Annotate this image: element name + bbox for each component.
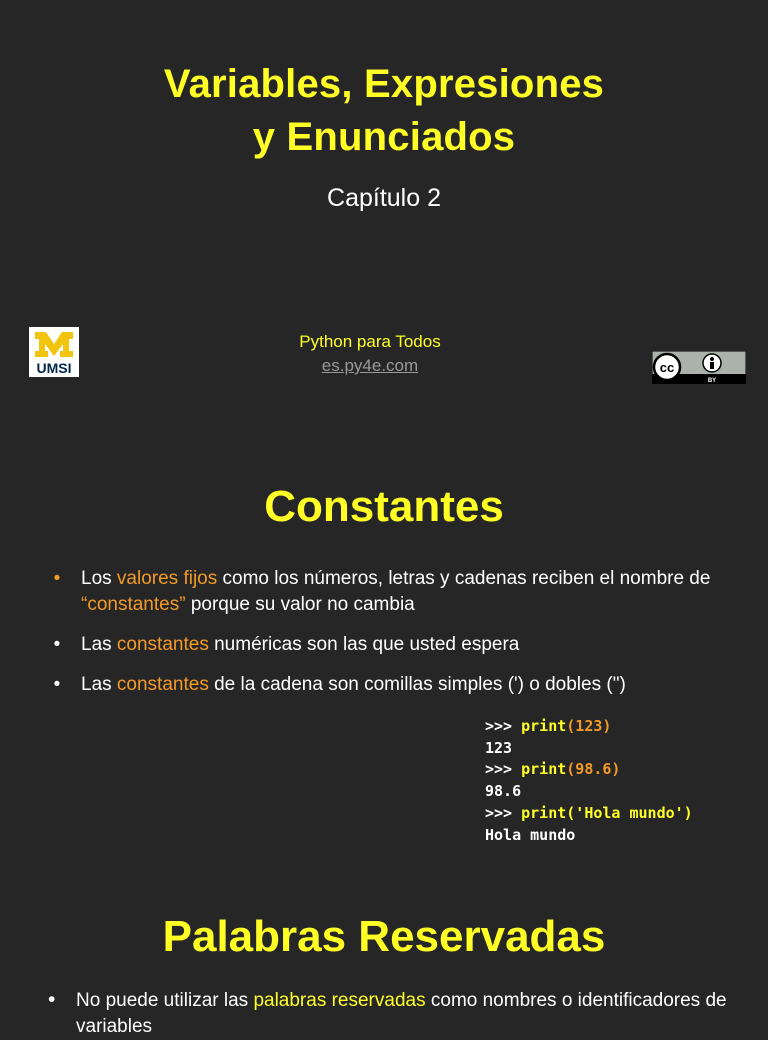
bullet-text: numéricas son las que usted espera	[208, 634, 520, 655]
bullet-dot-icon: •	[53, 568, 61, 589]
bullet-list	[48, 988, 738, 1040]
code-line: >>> print('Hola mundo')	[485, 803, 693, 822]
title-slide	[0, 0, 768, 430]
slide-title	[0, 58, 768, 164]
reserved-words-slide	[0, 860, 768, 1037]
bullet-text: Las	[81, 634, 117, 655]
highlight-text: constantes	[116, 634, 209, 655]
bullet-text: Los	[81, 568, 117, 589]
code-example	[485, 716, 693, 846]
slide-heading: Palabras Reservadas	[162, 912, 606, 961]
book-title: Python para Todos	[299, 332, 441, 351]
code-line: >>> print(123)	[485, 717, 612, 735]
code-output: 123	[485, 738, 513, 757]
book-url-link[interactable]: es.py4e.com	[321, 356, 419, 375]
credit-block	[0, 332, 740, 380]
chapter-subtitle: Capítulo 2	[327, 184, 441, 212]
highlight-text: constantes	[116, 674, 209, 695]
code-output: Hola mundo	[485, 825, 576, 844]
bullet-dot-icon: •	[53, 674, 61, 695]
constants-slide	[0, 430, 768, 860]
code-output: 98.6	[485, 782, 522, 801]
umsi-logo-text: UMSI	[36, 360, 72, 376]
bullet-text: de la cadena son comillas simples (') o dobles (")	[208, 674, 626, 695]
code-line: >>> print(98.6)	[485, 760, 621, 779]
slide-heading: Constantes	[264, 482, 504, 531]
highlight-text: palabras reservadas	[253, 990, 426, 1011]
bullet-text: No puede utilizar las	[76, 990, 254, 1011]
bullet-list	[50, 566, 740, 712]
bullet-item	[50, 632, 740, 658]
slide-title-line-2: y Enunciados	[252, 115, 516, 159]
bullet-text: como los números, letras y cadenas reciben el nombre de	[217, 568, 711, 589]
bullet-text: porque su valor no cambia	[185, 594, 415, 615]
by-label: BY	[707, 378, 717, 384]
bullet-item	[50, 672, 740, 698]
bullet-item	[48, 988, 738, 1040]
bullet-text: como nombres o identificadores de variables	[76, 990, 727, 1037]
bullet-dot-icon: •	[53, 634, 61, 655]
bullet-item	[50, 566, 740, 618]
bullet-text: Las	[81, 674, 117, 695]
highlight-text: valores fijos	[116, 568, 218, 589]
creative-commons-badge	[652, 351, 746, 384]
highlight-text: “constantes”	[81, 594, 186, 615]
bullet-dot-icon: •	[48, 988, 56, 1011]
cc-icon-text: cc	[659, 360, 675, 375]
slide-title-line-1: Variables, Expresiones	[163, 62, 605, 106]
